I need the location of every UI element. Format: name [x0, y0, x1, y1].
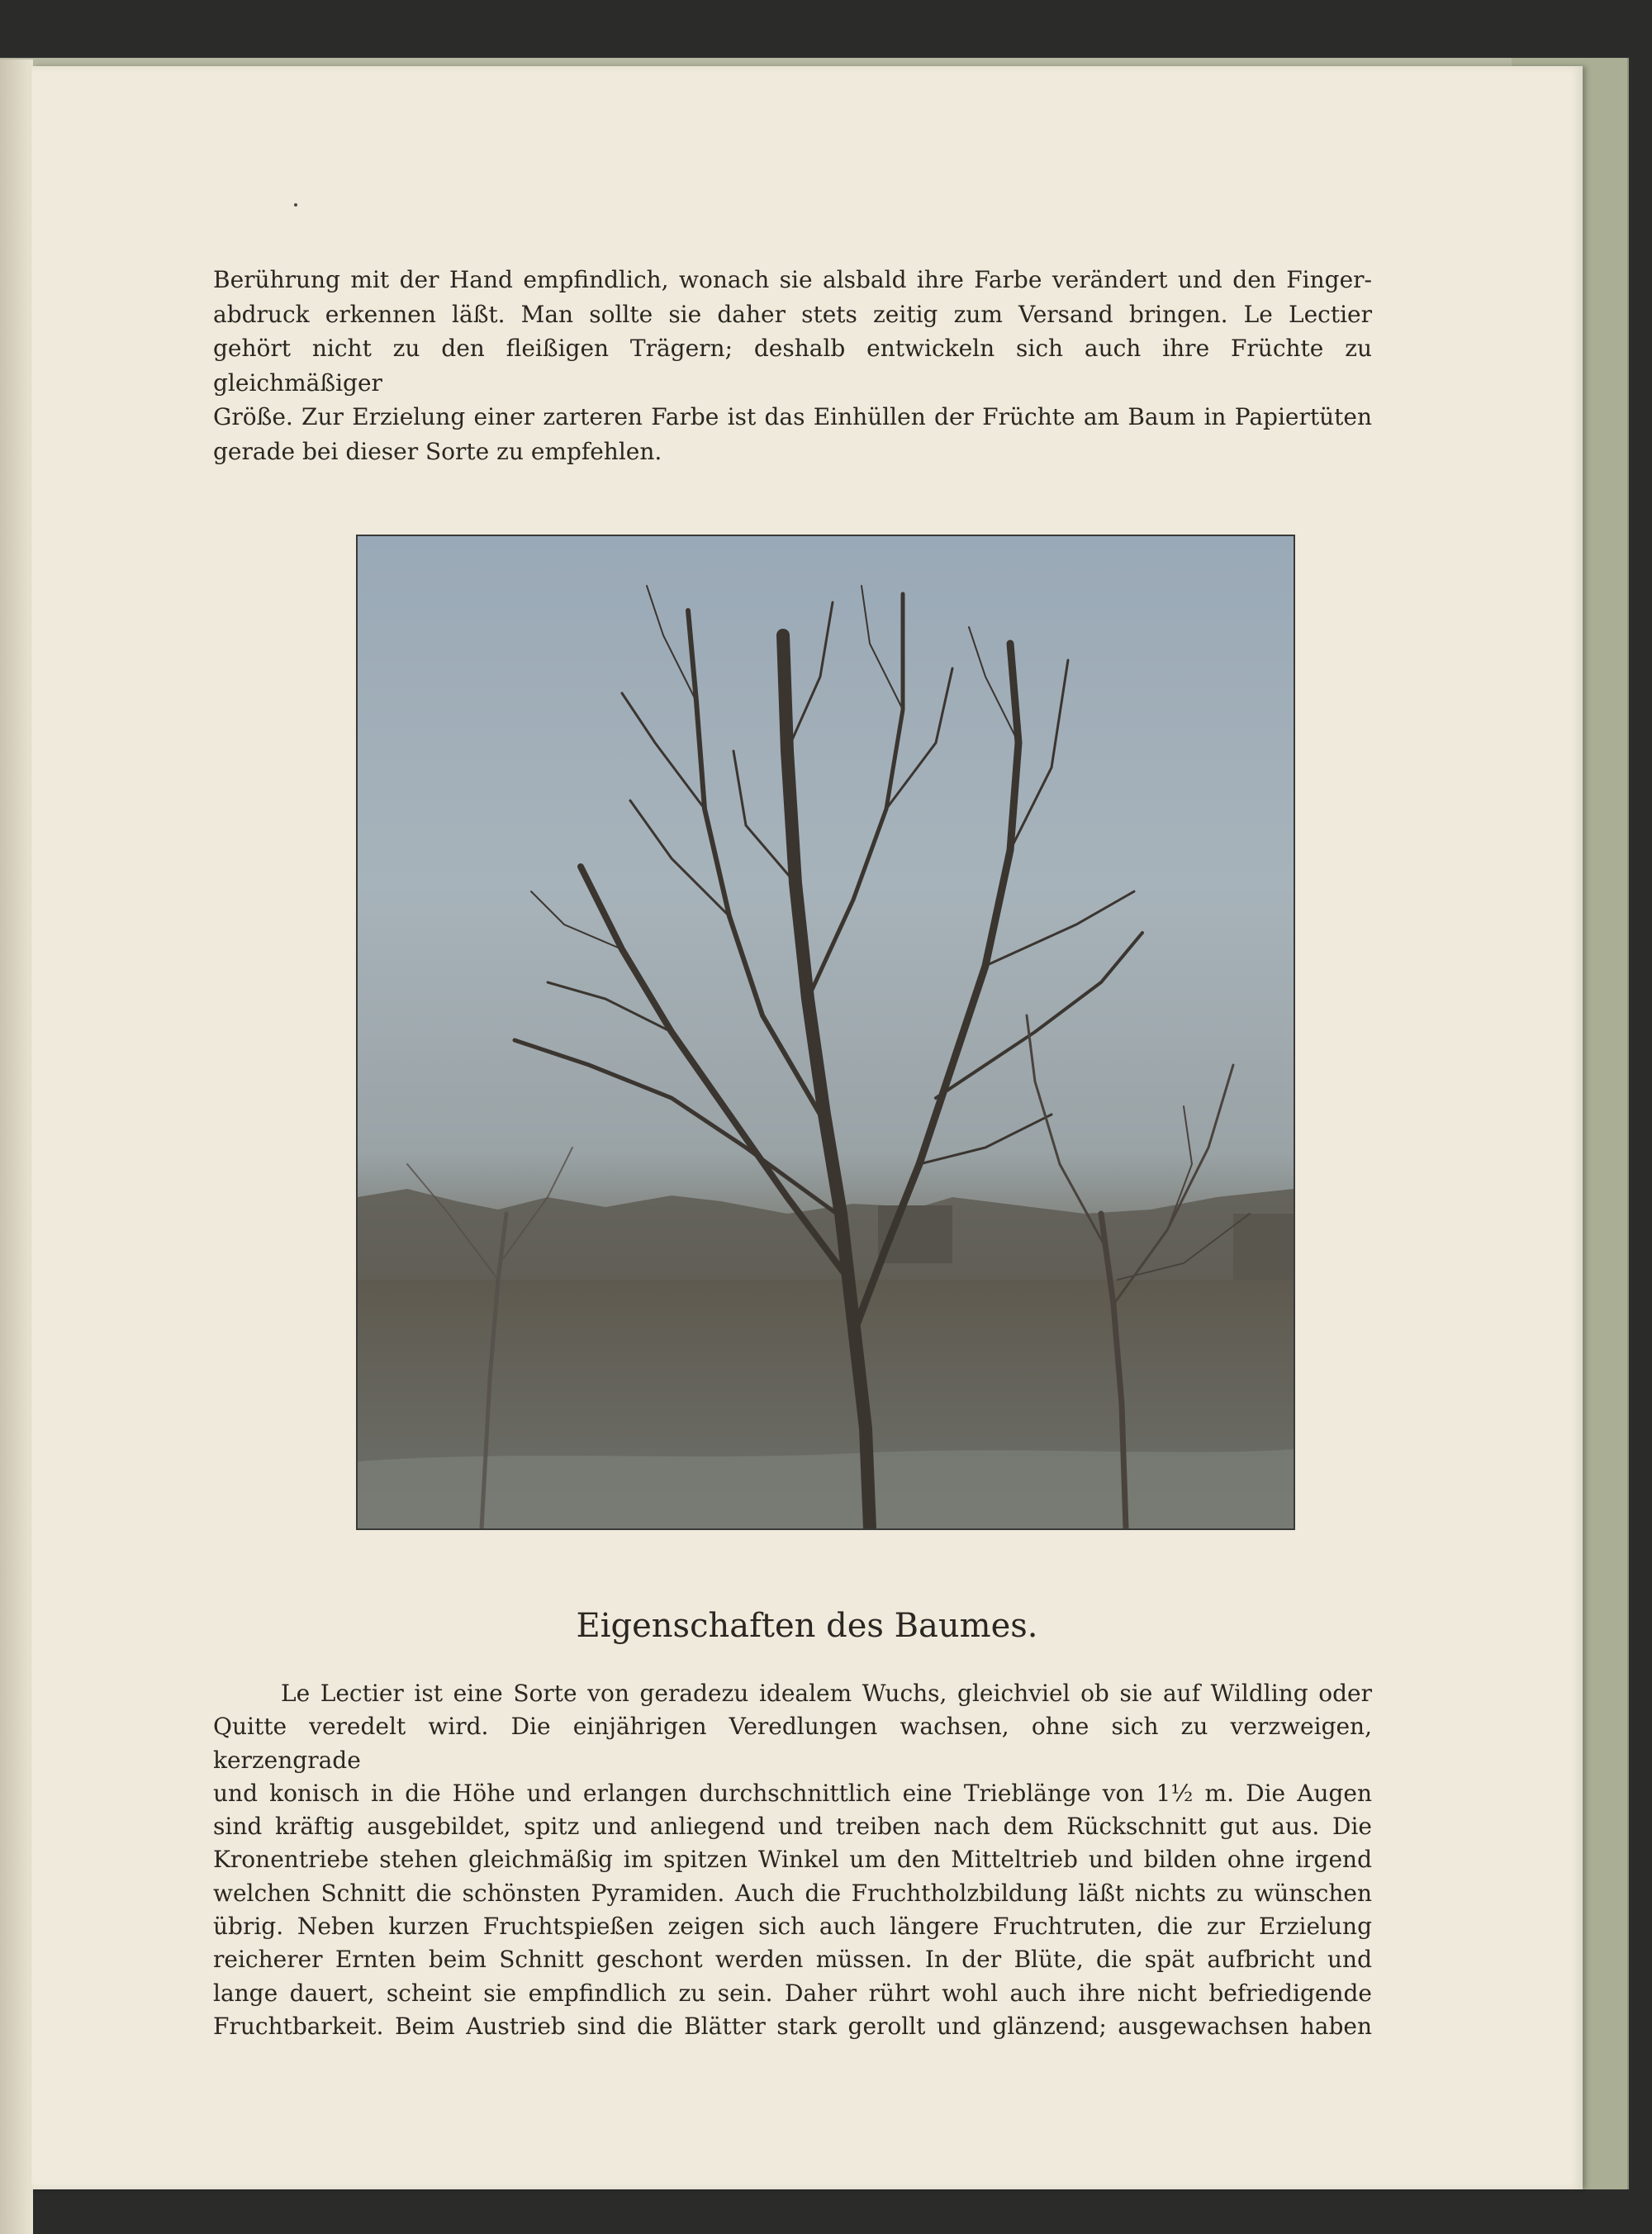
text-line: Kronentriebe stehen gleichmäßig im spitzen Winkel um den Mitteltrieb und bilden ohne irgend [213, 1846, 1372, 1874]
left-page-edge [0, 59, 33, 2234]
text-line: Fruchtbarkeit. Beim Austrieb sind die Blätter stark gerollt und glänzend; ausgewachsen haben [213, 2012, 1372, 2040]
text-line: sind kräftig ausgebildet, spitz und anliegend und treiben nach dem Rückschnitt gut aus. Die [213, 1813, 1372, 1841]
text-line: übrig. Neben kurzen Fruchtspießen zeigen sich auch längere Fruchtruten, die zur Erzielung [213, 1913, 1372, 1941]
text-line: abdruck erkennen läßt. Man sollte sie daher stets zeitig zum Versand bringen. Le Lectier [213, 300, 1372, 328]
text-line: gehört nicht zu den fleißigen Trägern; deshalb entwickeln sich auch ihre Früchte zu gleichmäßiger [213, 335, 1372, 397]
text-line: Größe. Zur Erzielung einer zarteren Farbe ist das Einhüllen der Früchte am Baum in Papiertüten [213, 403, 1372, 430]
text-line: gerade bei dieser Sorte zu empfehlen. [213, 437, 662, 465]
text-line: reicherer Ernten beim Schnitt geschont werden müssen. In der Blüte, die spät aufbricht und [213, 1946, 1372, 1974]
body-paragraph [213, 1677, 1372, 2043]
text-line: Berührung mit der Hand empfindlich, wonach sie alsbald ihre Farbe verändert und den Finger- [213, 266, 1372, 293]
text-line: lange dauert, scheint sie empfindlich zu sein. Daher rührt wohl auch ihre nicht befriedigende [213, 1979, 1372, 2007]
ink-speck [294, 203, 297, 207]
text-line: und konisch in die Höhe und erlangen durchschnittlich eine Trieblänge von 1½ m. Die Augen [213, 1779, 1372, 1807]
bare-tree-image [358, 536, 1294, 1528]
top-paragraph [213, 263, 1372, 468]
text-line: Quitte veredelt wird. Die einjährigen Veredlungen wachsen, ohne sich zu verzweigen, kerzengrade [213, 1713, 1372, 1774]
book-page [31, 66, 1583, 2189]
text-line: welchen Schnitt die schönsten Pyramiden. Auch die Fruchtholzbildung läßt nichts zu wünschen [213, 1879, 1372, 1907]
text-line: Le Lectier ist eine Sorte von geradezu idealem Wuchs, gleichviel ob sie auf Wildling oder [281, 1680, 1372, 1707]
section-heading: Eigenschaften des Baumes. [576, 1607, 1038, 1645]
tree-photograph [356, 535, 1295, 1530]
